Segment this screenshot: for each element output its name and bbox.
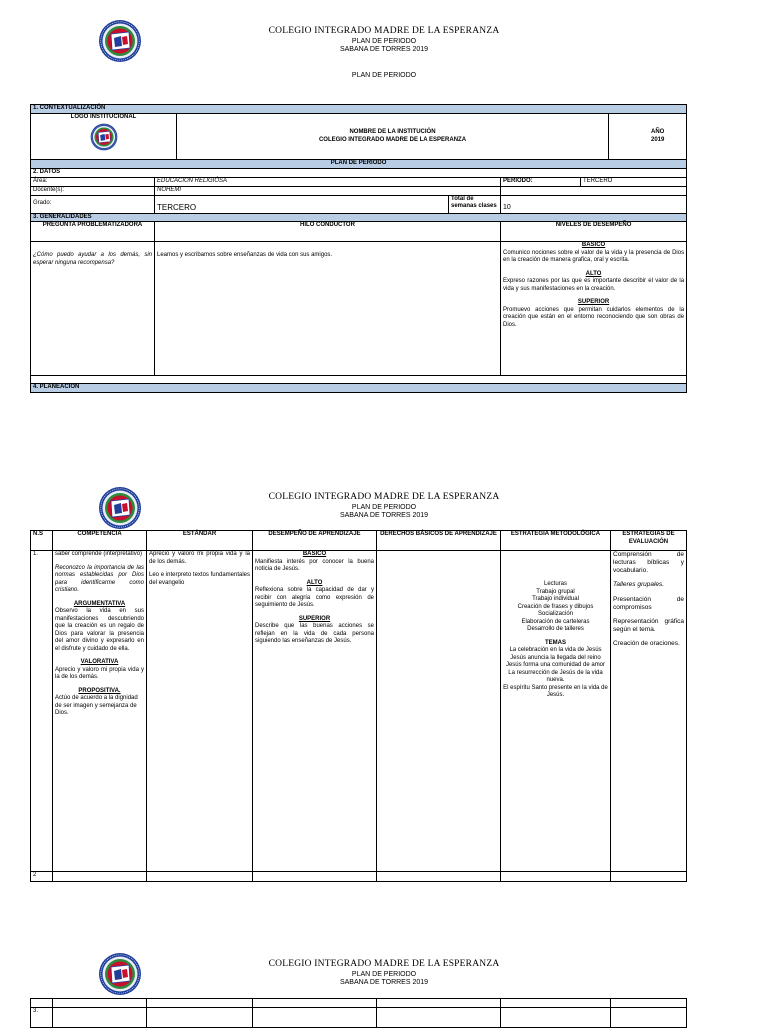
logo-label: LOGO INSTITUCIONAL (70, 114, 137, 120)
superior-label: SUPERIOR (577, 299, 610, 305)
evaluacion-3: Presentación de compromisos (613, 595, 684, 611)
col-pregunta: PREGUNTA PROBLEMATIZADORA (31, 222, 155, 242)
valorativa-label: VALORATIVA (80, 659, 119, 665)
temas-label: TEMAS (545, 639, 566, 646)
col-niveles: NIVELES DE DESEMPEÑO (501, 222, 687, 242)
institution-label: NOMBRE DE LA INSTITUCIÓN (349, 129, 436, 135)
plan-bar: PLAN DE PERIODO (31, 160, 687, 169)
school-name: COLEGIO INTEGRADO MADRE DE LA ESPERANZA (268, 959, 500, 969)
period-plan-table (30, 104, 687, 393)
propositiva-text: Actúo de acuerdo a la dignidad de ser imagen y semejanza de Dios. (55, 695, 138, 716)
valorativa-text: Aprecio y valoro mi propia vida y la de los demás. (55, 666, 144, 680)
place-year: SABANA DE TORRES 2019 (339, 45, 429, 53)
tema-item: Jesús anuncia la llegada del reino (510, 654, 601, 661)
tema-item: La celebración en la vida de Jesús (509, 647, 602, 653)
des-superior-text: Describe que las buenas acciones se reflejan en la vida de cada persona siguiendo las enseñanzas de Jesús. (255, 623, 374, 644)
evaluacion-2: Talleres grupales. (613, 581, 665, 589)
evaluacion-4: Representación gráfica según el tema. (613, 617, 684, 633)
page1-header (0, 27, 768, 53)
place-year: SABANA DE TORRES 2019 (339, 978, 429, 986)
basico-label: BASICO (581, 242, 606, 248)
propositiva-label: PROPOSITIVA. (78, 687, 121, 694)
page2-header (0, 493, 768, 519)
section-generalidades: 3. GENERALIDADES (31, 213, 687, 222)
school-name: COLEGIO INTEGRADO MADRE DE LA ESPERANZA (268, 26, 500, 36)
col-ns: N.S (31, 531, 53, 551)
evaluacion-5: Creación de oraciones. (613, 640, 680, 647)
hilo-text: Leamos y escribamos sobre enseñanzas de vida con sus amigos. (155, 242, 501, 376)
year-value: 2019 (651, 136, 665, 143)
evaluacion-cell (611, 551, 687, 872)
evaluacion-1: Comprensión de lecturas bíblicas y vocabulario. (613, 551, 684, 575)
superior-text: Promuevo acciones que permitan cuidarlos elementos de la creación que están en el entorno reconociendo que son obras de Dios. (503, 306, 685, 328)
alto-text: Expreso razones por las que es importante describir el valor de la vida y sus manifestaciones en la creación. (503, 278, 685, 292)
estrategia-item: Socialización (537, 611, 574, 617)
tema-item: Jesús forma una comunidad de amor (505, 662, 606, 668)
row-number: 2 (31, 872, 53, 882)
argumentativa-label: ARGUMENTATIVA (73, 600, 126, 607)
col-evaluacion: ESTRATEGIAS DE EVALUACIÓN (611, 531, 687, 551)
col-hilo: HILO CONDUCTOR (155, 222, 501, 242)
area-label: Área: (31, 177, 155, 186)
page-subtitle: PLAN DE PERIODO (351, 72, 417, 79)
des-basico-text: Manifiesta interés por conocer la buena noticia de Jesús. (255, 558, 374, 572)
school-name: COLEGIO INTEGRADO MADRE DE LA ESPERANZA (268, 492, 500, 502)
institution-name: COLEGIO INTEGRADO MADRE DE LA ESPERANZA (318, 136, 467, 143)
desempeno-cell (253, 551, 377, 872)
tema-item: La resurrección de Jesús de la vida nueva. (508, 669, 603, 683)
niveles-cell (501, 242, 687, 376)
col-competencia: COMPETENCIA (53, 531, 147, 551)
docente-value: NOHEMI (155, 186, 501, 195)
des-alto-text: Reflexiona sobre la capacidad de dar y recibir con alegría como expresión de seguimiento de Jesús. (255, 587, 374, 608)
grado-label: Grado: (31, 195, 155, 213)
docente-label: Docente(s): (31, 186, 155, 195)
estrategia-cell (501, 551, 611, 872)
basico-text: Comunico nociones sobre el valor de la vida y la presencia de Dios en la creación de manera grafica, oral y escrita. (503, 249, 685, 263)
estandar-1: Aprecio y valoro mi propia vida y la de los demás. (149, 551, 250, 565)
estrategia-item: Desarrollo de talleres (527, 626, 584, 632)
periodo-label: PERIODO: (501, 177, 581, 186)
competencia-2: Reconozco la importancia de las normas establecidas por Dios para identificarme como cristiano. (55, 564, 144, 593)
des-basico-label: BASICO (302, 551, 327, 557)
competencia-cell (53, 551, 147, 872)
alto-label: ALTO (585, 270, 602, 277)
col-estandar: ESTÁNDAR (147, 531, 253, 551)
dba-cell (377, 551, 501, 872)
year-cell (609, 114, 687, 160)
semanas-value: 10 (501, 195, 687, 213)
plan-title: PLAN DE PERIODO (351, 970, 417, 978)
place-year: SABANA DE TORRES 2019 (339, 511, 429, 519)
row-number: 1. (31, 551, 53, 872)
estrategia-item: Creación de frases y dibujos (517, 603, 594, 610)
school-seal-icon (90, 123, 118, 151)
estandar-cell (147, 551, 253, 872)
competencia-1: saber comprende (interpretativo) (55, 551, 143, 557)
area-value: EDUCACION RELIGIÓSA (155, 177, 501, 186)
argumentativa-text: Observo la vida en sus manifestaciones descubriendo que la creación es un regalo de Dios para valorar la presencia del amor divino y expresarlo en el disfrute y cuidado de ella. (55, 608, 144, 652)
estrategia-item: Lecturas (543, 581, 567, 587)
col-estrategia: ESTRATEGIA METODOLÓGICA (501, 531, 611, 551)
pregunta-text: ¿Cómo puedo ayudar a los demás, sin esperar ninguna recompensa? (31, 242, 155, 376)
section-planeacion: 4. PLANEACION (31, 384, 687, 393)
col-desempeno: DESEMPEÑO DE APRENDIZAJE (253, 531, 377, 551)
estrategia-item: Trabajo grupal (536, 588, 575, 595)
plan-title: PLAN DE PERIODO (351, 37, 417, 45)
periodo-value: TERCERO (581, 177, 687, 186)
row-number: 3. (31, 1008, 53, 1028)
estandar-2: Leo e interpreto textos fundamentales del evangelio (149, 572, 250, 586)
planeacion-table (30, 530, 687, 882)
section-datos: 2. DATOS (31, 169, 687, 178)
estrategia-item: Trabajo individual (532, 596, 579, 602)
section-contextualizacion: 1. CONTEXTUALIZACIÓN (31, 105, 687, 114)
semanas-label: Total de semanas clases (449, 195, 501, 213)
page3-header (0, 960, 768, 986)
tema-item: El espíritu Santo presente en la vida de Jesús. (503, 684, 608, 698)
year-label: AÑO (651, 129, 665, 135)
estrategia-item: Elaboración de carteleras (521, 618, 590, 625)
des-alto-label: ALTO (306, 579, 323, 586)
logo-cell (31, 114, 177, 160)
grado-value: TERCERO (155, 195, 449, 213)
col-dba: DERECHOS BÁSICOS DE APRENDIZAJE (377, 531, 501, 551)
institution-cell (177, 114, 609, 160)
des-superior-label: SUPERIOR (298, 615, 331, 622)
plan-title: PLAN DE PERIODO (351, 503, 417, 511)
